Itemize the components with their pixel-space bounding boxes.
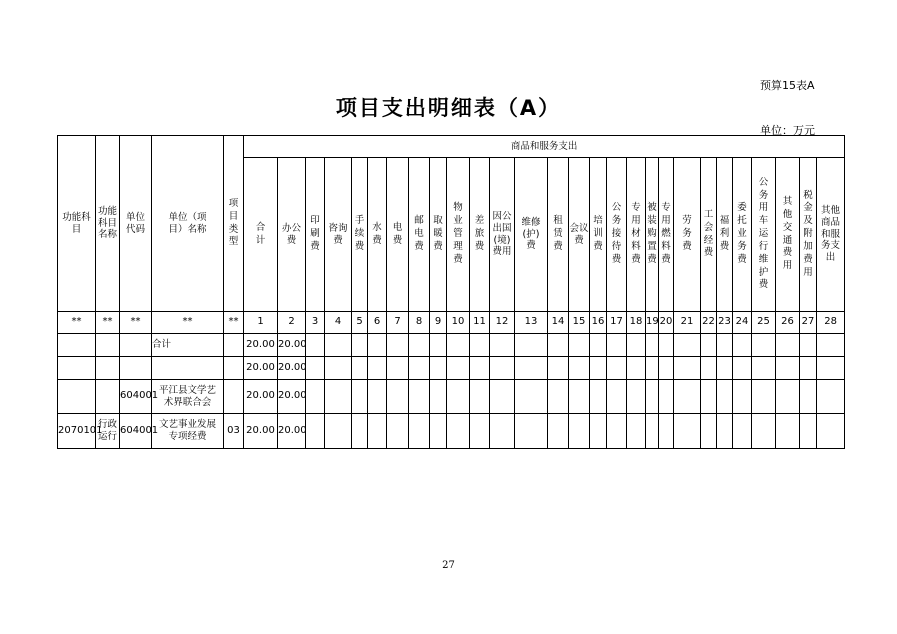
func-name-cell: 行政运行 (96, 414, 120, 449)
column-number: 17 (607, 312, 627, 334)
column-number: 7 (387, 312, 409, 334)
column-number: 14 (548, 312, 569, 334)
unit-code-cell (120, 357, 152, 380)
column-header: 其他交通费用 (776, 158, 800, 312)
table-row (58, 414, 845, 449)
column-number: 23 (717, 312, 733, 334)
column-header: 因公出国(境)费用 (490, 158, 515, 312)
func-name-cell (96, 357, 120, 380)
column-header: 取暖费 (430, 158, 447, 312)
header-unit-project-name: 单位（项目）名称 (152, 136, 224, 312)
table-row (58, 380, 845, 414)
total-cell: 20.00 (244, 380, 278, 414)
project-name-cell: 合计 (152, 334, 224, 357)
column-number: 1 (244, 312, 278, 334)
column-number: 9 (430, 312, 447, 334)
column-header: 维修(护)费 (515, 158, 548, 312)
column-number: 3 (306, 312, 325, 334)
column-number: 24 (733, 312, 752, 334)
column-header: 福利费 (717, 158, 733, 312)
column-header: 被装购置费 (646, 158, 659, 312)
column-header: 租赁费 (548, 158, 569, 312)
column-number: 2 (278, 312, 306, 334)
office-fee-cell: 20.00 (278, 334, 306, 357)
office-fee-cell: 20.00 (278, 357, 306, 380)
column-header: 其他商品和服务支出 (817, 158, 845, 312)
column-header: 水费 (368, 158, 387, 312)
column-number: 16 (590, 312, 607, 334)
func-subject-cell: 2070101 (58, 414, 96, 449)
column-header: 电费 (387, 158, 409, 312)
total-cell: 20.00 (244, 357, 278, 380)
column-number: 10 (447, 312, 470, 334)
marker-cell: ** (120, 312, 152, 334)
column-number: 25 (752, 312, 776, 334)
header-func-subject-name: 功能科目名称 (96, 136, 120, 312)
func-subject-cell (58, 334, 96, 357)
column-number: 11 (470, 312, 490, 334)
column-number: 12 (490, 312, 515, 334)
column-number: 20 (659, 312, 674, 334)
column-header: 物业管理费 (447, 158, 470, 312)
func-subject-cell (58, 380, 96, 414)
project-name-cell: 平江县文学艺术界联合会 (152, 380, 224, 414)
column-number: 6 (368, 312, 387, 334)
column-header: 公务接待费 (607, 158, 627, 312)
column-header: 差旅费 (470, 158, 490, 312)
form-number: 预算15表A (760, 79, 815, 92)
column-header: 合计 (244, 158, 278, 312)
header-unit-code: 单位代码 (120, 136, 152, 312)
page-title: 项目支出明细表（A） (335, 96, 562, 120)
column-header: 会议费 (569, 158, 590, 312)
column-header: 培训费 (590, 158, 607, 312)
column-number-row (58, 312, 845, 334)
marker-cell: ** (152, 312, 224, 334)
column-number: 4 (325, 312, 352, 334)
project-type-cell (224, 334, 244, 357)
table-row (58, 357, 845, 380)
column-header: 办公费 (278, 158, 306, 312)
func-name-cell (96, 334, 120, 357)
column-number: 26 (776, 312, 800, 334)
column-number: 27 (800, 312, 817, 334)
project-type-cell (224, 380, 244, 414)
column-number: 13 (515, 312, 548, 334)
column-header: 工会经费 (701, 158, 717, 312)
project-type-cell: 03 (224, 414, 244, 449)
header-goods-services-group: 商品和服务支出 (244, 136, 845, 158)
header-project-type: 项目类型 (224, 136, 244, 312)
column-number: 8 (409, 312, 430, 334)
office-fee-cell: 20.00 (278, 380, 306, 414)
marker-cell: ** (224, 312, 244, 334)
column-header: 专用燃料费 (659, 158, 674, 312)
column-header: 邮电费 (409, 158, 430, 312)
column-number: 22 (701, 312, 717, 334)
unit-code-cell: 604001 (120, 380, 152, 414)
column-header: 公务用车运行维护费 (752, 158, 776, 312)
office-fee-cell: 20.00 (278, 414, 306, 449)
column-number: 5 (352, 312, 368, 334)
unit-code-cell (120, 334, 152, 357)
column-number: 15 (569, 312, 590, 334)
column-header: 税金及附加费用 (800, 158, 817, 312)
func-name-cell (96, 380, 120, 414)
project-expense-table (57, 135, 845, 449)
column-number: 18 (627, 312, 646, 334)
column-number: 19 (646, 312, 659, 334)
column-number: 21 (674, 312, 701, 334)
header-func-subject: 功能科目 (58, 136, 96, 312)
column-header: 手续费 (352, 158, 368, 312)
marker-cell: ** (58, 312, 96, 334)
table-row (58, 334, 845, 357)
total-cell: 20.00 (244, 334, 278, 357)
page-number: 27 (442, 560, 455, 571)
column-number: 28 (817, 312, 845, 334)
column-header: 印刷费 (306, 158, 325, 312)
func-subject-cell (58, 357, 96, 380)
project-name-cell (152, 357, 224, 380)
column-header: 劳务费 (674, 158, 701, 312)
total-cell: 20.00 (244, 414, 278, 449)
column-header: 咨询费 (325, 158, 352, 312)
unit-label: 单位：万元 (760, 124, 815, 137)
column-header: 专用材料费 (627, 158, 646, 312)
unit-code-cell: 604001 (120, 414, 152, 449)
marker-cell: ** (96, 312, 120, 334)
project-name-cell: 文艺事业发展专项经费 (152, 414, 224, 449)
column-header: 委托业务费 (733, 158, 752, 312)
project-type-cell (224, 357, 244, 380)
